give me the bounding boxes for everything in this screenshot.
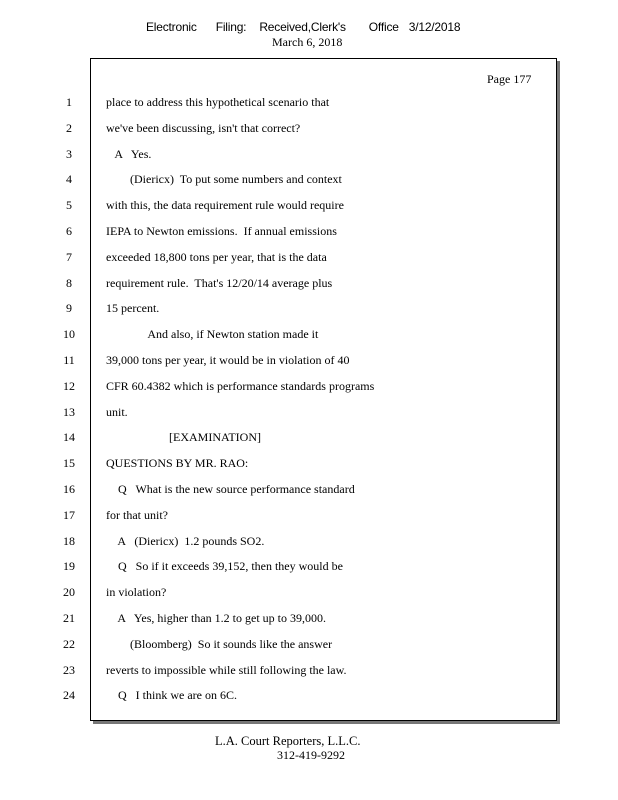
- line-number: 10: [63, 327, 75, 341]
- filing-stamp: [146, 20, 460, 34]
- line-number: 13: [63, 405, 75, 419]
- line-number: 8: [66, 276, 72, 290]
- line-number: 2: [66, 121, 72, 135]
- stamp-date: 3/12/2018: [408, 20, 461, 34]
- line-number: 16: [63, 482, 75, 496]
- line-text: Q What is the new source performance standard: [106, 482, 355, 496]
- line-number: 22: [63, 637, 75, 651]
- line-text: CFR 60.4382 which is performance standards programs: [106, 379, 375, 393]
- line-text: (Diericx) To put some numbers and context: [106, 172, 342, 186]
- line-text: IEPA to Newton emissions. If annual emissions: [106, 224, 337, 238]
- stamp-filing: Filing:: [215, 20, 247, 34]
- line-text: in violation?: [106, 585, 167, 599]
- line-number: 18: [63, 534, 75, 548]
- line-text: unit.: [106, 405, 128, 419]
- line-text: A Yes, higher than 1.2 to get up to 39,000.: [106, 611, 327, 625]
- line-text: place to address this hypothetical scenario that: [106, 95, 330, 109]
- line-number: 4: [66, 172, 72, 186]
- line-text: with this, the data requirement rule would require: [106, 198, 344, 212]
- line-number: 20: [63, 585, 75, 599]
- line-text: Q So if it exceeds 39,152, then they would be: [106, 559, 343, 573]
- line-number: 9: [66, 301, 72, 315]
- stamp-electronic: Electronic: [146, 20, 197, 34]
- stamp-received: Received,Clerk's: [259, 20, 346, 34]
- hearing-date: March 6, 2018: [272, 35, 343, 49]
- line-text: QUESTIONS BY MR. RAO:: [106, 456, 249, 470]
- line-number: 12: [63, 379, 75, 393]
- line-text: exceeded 18,800 tons per year, that is the data: [106, 250, 327, 264]
- line-text: (Bloomberg) So it sounds like the answer: [106, 637, 333, 651]
- page-number: Page 177: [487, 72, 532, 86]
- line-number: 23: [63, 663, 75, 677]
- line-number: 7: [66, 250, 72, 264]
- line-text: for that unit?: [106, 508, 168, 522]
- line-text: And also, if Newton station made it: [106, 327, 319, 341]
- line-text: 39,000 tons per year, it would be in violation of 40: [106, 353, 350, 367]
- line-text: we've been discussing, isn't that correct?: [106, 121, 301, 135]
- line-number: 24: [63, 688, 75, 702]
- line-number: 3: [66, 147, 72, 161]
- line-number: 17: [63, 508, 75, 522]
- line-number: 1: [66, 95, 72, 109]
- footer-company: L.A. Court Reporters, L.L.C.: [215, 734, 361, 748]
- line-text: [EXAMINATION]: [106, 430, 261, 444]
- line-text: 15 percent.: [106, 301, 160, 315]
- line-text: Q I think we are on 6C.: [106, 688, 237, 702]
- line-number: 5: [66, 198, 72, 212]
- line-text: reverts to impossible while still following the law.: [106, 663, 347, 677]
- line-text: A (Diericx) 1.2 pounds SO2.: [106, 534, 265, 548]
- line-text: requirement rule. That's 12/20/14 average plus: [106, 276, 333, 290]
- line-number: 14: [63, 430, 75, 444]
- footer-phone: 312-419-9292: [277, 748, 345, 762]
- line-text: A Yes.: [106, 147, 152, 161]
- line-number: 11: [63, 353, 75, 367]
- line-number: 21: [63, 611, 75, 625]
- stamp-office: Office: [368, 20, 399, 34]
- line-number: 6: [66, 224, 72, 238]
- line-number: 15: [63, 456, 75, 470]
- line-number: 19: [63, 559, 75, 573]
